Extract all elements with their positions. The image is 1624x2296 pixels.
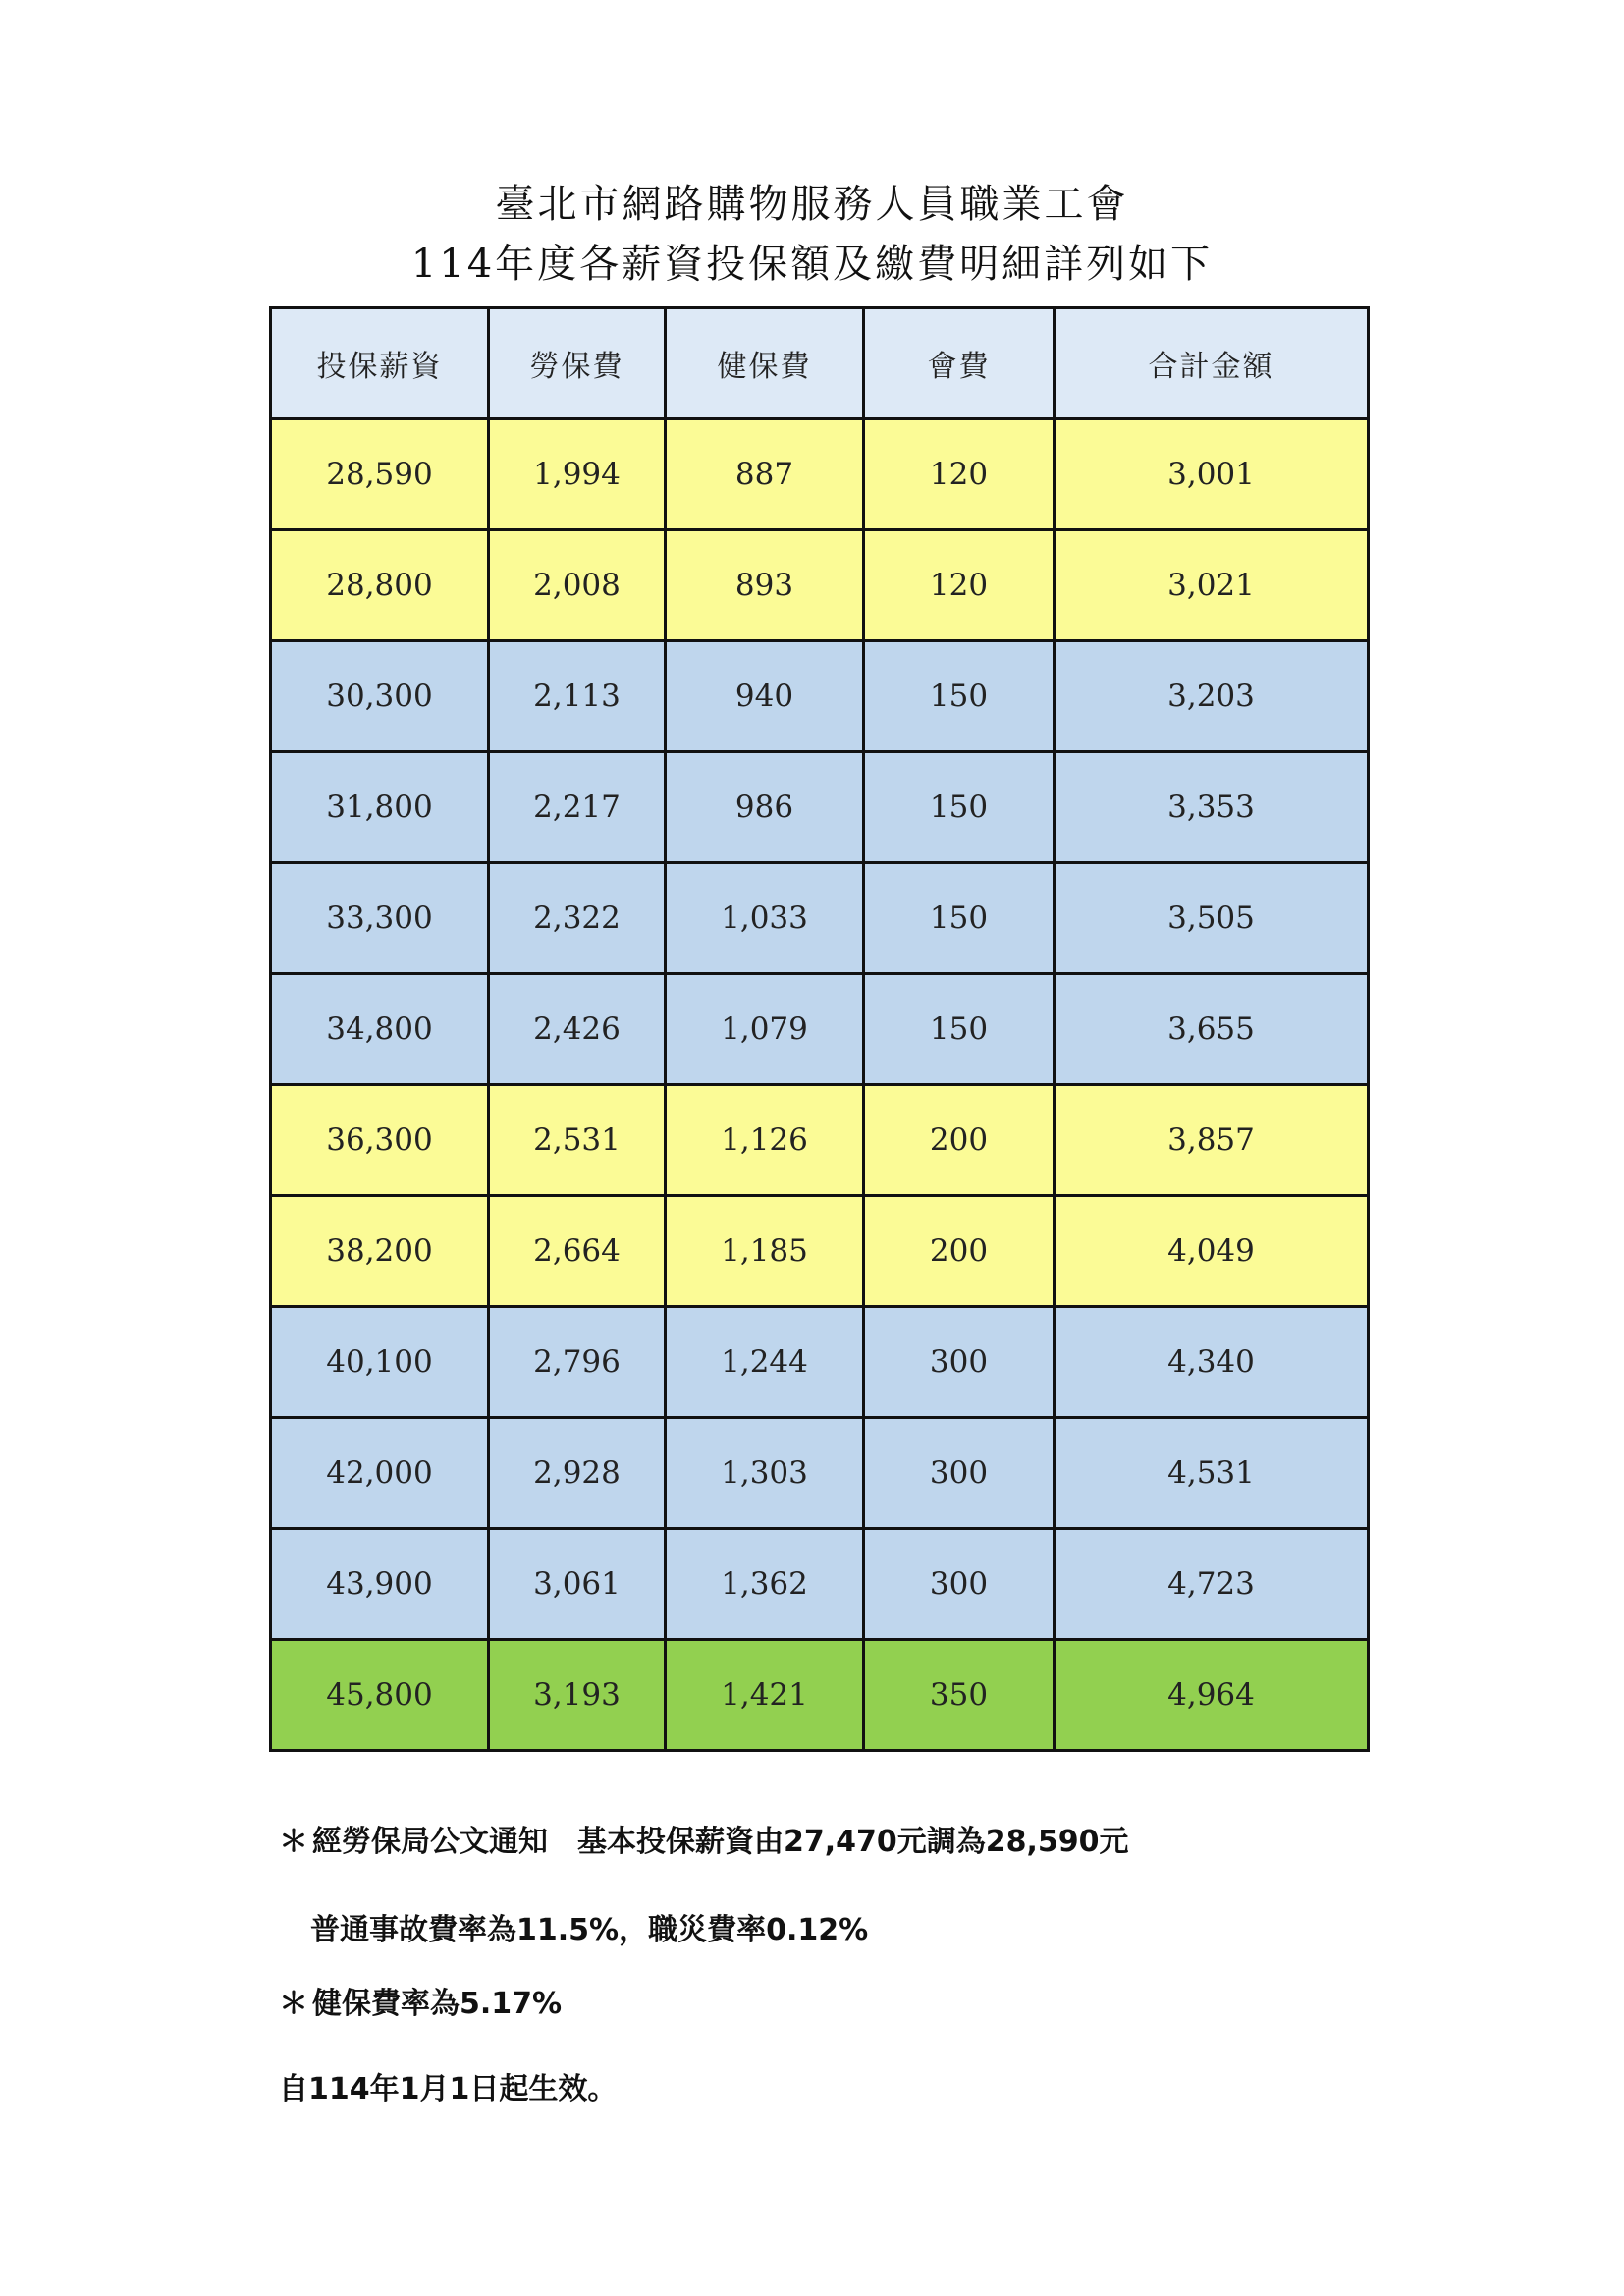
- table-body: [271, 419, 1369, 1751]
- table-cell: 2,217: [489, 752, 666, 863]
- table-cell: 2,531: [489, 1085, 666, 1196]
- table-cell: 1,362: [666, 1529, 864, 1640]
- note-insurance-rates: [310, 1905, 868, 1948]
- table-cell: 33,300: [271, 863, 489, 974]
- note-health-insurance-rate: [279, 1979, 562, 2022]
- table-row: [271, 1307, 1369, 1418]
- table-row: [271, 974, 1369, 1085]
- table-cell: 3,655: [1055, 974, 1369, 1085]
- table-cell: 300: [864, 1529, 1055, 1640]
- table-row: [271, 419, 1369, 530]
- table-row: [271, 1085, 1369, 1196]
- table-cell: 120: [864, 530, 1055, 641]
- header-union-fee: 會費: [864, 308, 1055, 419]
- table-cell: 2,113: [489, 641, 666, 752]
- table-cell: 2,322: [489, 863, 666, 974]
- table-cell: 4,531: [1055, 1418, 1369, 1529]
- table-cell: 893: [666, 530, 864, 641]
- table-cell: 28,590: [271, 419, 489, 530]
- table-cell: 45,800: [271, 1640, 489, 1751]
- table-cell: 150: [864, 752, 1055, 863]
- table-cell: 4,049: [1055, 1196, 1369, 1307]
- table-row: [271, 863, 1369, 974]
- header-insured-salary: 投保薪資: [271, 308, 489, 419]
- table-cell: 3,857: [1055, 1085, 1369, 1196]
- table-cell: 1,033: [666, 863, 864, 974]
- table-cell: 1,421: [666, 1640, 864, 1751]
- table-cell: 2,928: [489, 1418, 666, 1529]
- document-title: 臺北市網路購物服務人員職業工會: [495, 182, 1129, 227]
- table-row: [271, 1640, 1369, 1751]
- table-row: [271, 530, 1369, 641]
- note-text: 健保費率為5.17%: [312, 1987, 563, 2021]
- table-cell: 2,008: [489, 530, 666, 641]
- table-cell: 150: [864, 974, 1055, 1085]
- table-cell: 300: [864, 1418, 1055, 1529]
- note-effective-date: [279, 2064, 617, 2107]
- table-cell: 150: [864, 863, 1055, 974]
- table-cell: 28,800: [271, 530, 489, 641]
- table-cell: 200: [864, 1085, 1055, 1196]
- header-total: 合計金額: [1055, 308, 1369, 419]
- table-cell: 3,061: [489, 1529, 666, 1640]
- table-cell: 3,203: [1055, 641, 1369, 752]
- table-row: [271, 1418, 1369, 1529]
- asterisk-icon: ＊: [279, 1825, 308, 1859]
- table-cell: 200: [864, 1196, 1055, 1307]
- note-text: 經勞保局公文通知 基本投保薪資由27,470元調為28,590元: [312, 1825, 1129, 1859]
- table-cell: 2,426: [489, 974, 666, 1085]
- table-cell: 2,796: [489, 1307, 666, 1418]
- table-cell: 3,193: [489, 1640, 666, 1751]
- note-text: 自114年1月1日起生效。: [279, 2072, 618, 2106]
- table-row: [271, 752, 1369, 863]
- table-cell: 38,200: [271, 1196, 489, 1307]
- table-cell: 1,126: [666, 1085, 864, 1196]
- table-cell: 31,800: [271, 752, 489, 863]
- table-cell: 887: [666, 419, 864, 530]
- table-cell: 3,505: [1055, 863, 1369, 974]
- fee-table: [269, 306, 1370, 1752]
- table-row: [271, 1529, 1369, 1640]
- table-cell: 42,000: [271, 1418, 489, 1529]
- table-cell: 1,244: [666, 1307, 864, 1418]
- table-cell: 4,964: [1055, 1640, 1369, 1751]
- table-row: [271, 641, 1369, 752]
- table-cell: 1,079: [666, 974, 864, 1085]
- table-cell: 3,001: [1055, 419, 1369, 530]
- table-cell: 34,800: [271, 974, 489, 1085]
- table-header-row: [271, 308, 1369, 419]
- asterisk-icon: ＊: [279, 1987, 308, 2021]
- table-cell: 120: [864, 419, 1055, 530]
- table-cell: 350: [864, 1640, 1055, 1751]
- table-cell: 1,994: [489, 419, 666, 530]
- table-cell: 43,900: [271, 1529, 489, 1640]
- table-cell: 4,340: [1055, 1307, 1369, 1418]
- table-cell: 1,185: [666, 1196, 864, 1307]
- table-cell: 3,021: [1055, 530, 1369, 641]
- table-cell: 2,664: [489, 1196, 666, 1307]
- note-insured-salary-adjustment: [279, 1817, 1129, 1860]
- table-cell: 36,300: [271, 1085, 489, 1196]
- table-cell: 986: [666, 752, 864, 863]
- table-row: [271, 1196, 1369, 1307]
- table-cell: 150: [864, 641, 1055, 752]
- note-text: 普通事故費率為11.5%，職災費率0.12%: [310, 1913, 869, 1947]
- table-cell: 940: [666, 641, 864, 752]
- table-cell: 30,300: [271, 641, 489, 752]
- table-cell: 300: [864, 1307, 1055, 1418]
- table-cell: 1,303: [666, 1418, 864, 1529]
- table-cell: 4,723: [1055, 1529, 1369, 1640]
- table-cell: 3,353: [1055, 752, 1369, 863]
- header-labor-insurance: 勞保費: [489, 308, 666, 419]
- header-health-insurance: 健保費: [666, 308, 864, 419]
- document-subtitle: 114年度各薪資投保額及繳費明細詳列如下: [410, 242, 1214, 287]
- table-cell: 40,100: [271, 1307, 489, 1418]
